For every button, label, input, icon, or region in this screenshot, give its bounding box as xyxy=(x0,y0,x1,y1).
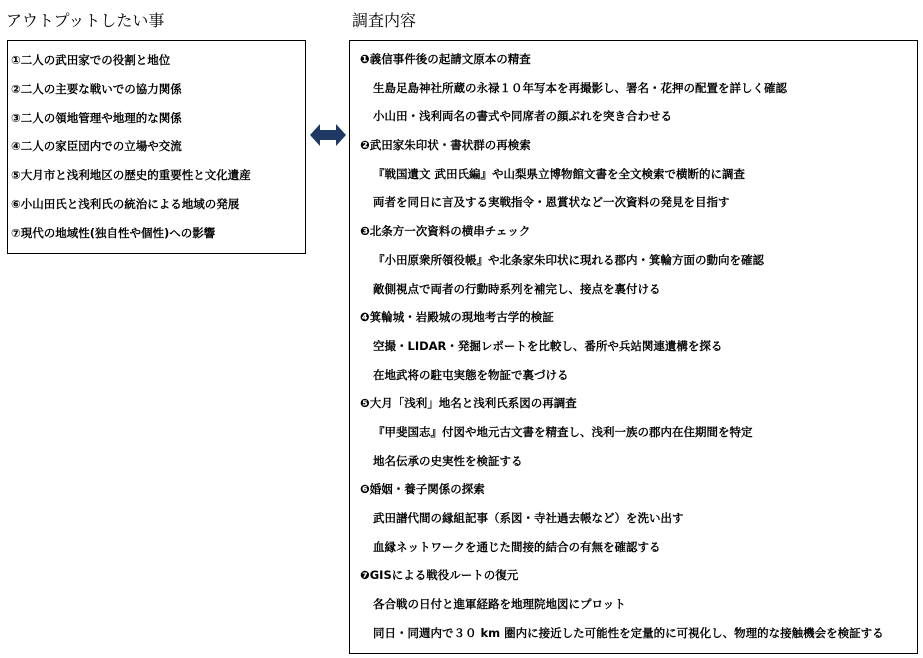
research-heading: 調査内容 xyxy=(352,11,417,30)
output-list-box xyxy=(7,40,306,254)
research-section-5-item: 地名伝承の史実性を検証する xyxy=(373,453,523,468)
research-section-7-item: 各合戦の日付と進軍経路を地理院地図にプロット xyxy=(373,597,626,612)
output-item-7: ⑦現代の地域性(独自性や個性)への影響 xyxy=(11,225,216,240)
research-section-7-title: ❼GISによる戦役ルートの復元 xyxy=(360,568,519,583)
research-section-6-item: 血縁ネットワークを通じた間接的結合の有無を確認する xyxy=(373,539,661,554)
research-section-5-item: 『甲斐国志』付図や地元古文書を精査し、浅利一族の郡内在住期間を特定 xyxy=(373,424,753,439)
research-section-2-item: 両者を同日に言及する実戦指令・恩賞状など一次資料の発見を目指す xyxy=(373,195,730,210)
output-item-5: ⑤大月市と浅利地区の歴史的重要性と文化遺産 xyxy=(11,168,251,183)
output-item-2: ②二人の主要な戦いでの協力関係 xyxy=(11,81,182,96)
research-section-4-item: 空撮・LIDAR・発掘レポートを比較し、番所や兵站関連遺構を探る xyxy=(373,338,723,353)
output-item-1: ①二人の武田家での役割と地位 xyxy=(11,53,171,67)
double-arrow-icon xyxy=(309,122,347,148)
research-section-7-item: 同日・同週内で３０ km 圏内に接近した可能性を定量的に可視化し、物理的な接触機会を検証する xyxy=(373,625,884,640)
research-section-1-title: ❶義信事件後の起請文原本の精査 xyxy=(360,52,531,66)
research-section-1-item: 小山田・浅利両名の書式や同席者の顔ぶれを突き合わせる xyxy=(373,109,672,124)
research-section-4-title: ❹箕輪城・岩殿城の現地考古学的検証 xyxy=(360,310,554,325)
research-section-4-item: 在地武将の駐屯実態を物証で裏づける xyxy=(373,367,569,382)
research-section-3-item: 敵側視点で両者の行動時系列を補完し、接点を裏付ける xyxy=(373,281,661,296)
research-section-3-title: ❸北条方一次資料の横串チェック xyxy=(360,224,531,239)
research-section-6-title: ❻婚姻・養子関係の探索 xyxy=(360,482,485,497)
output-item-4: ④二人の家臣団内での立場や交流 xyxy=(11,139,182,154)
research-section-2-title: ❷武田家朱印状・書状群の再検索 xyxy=(360,138,531,153)
output-heading: アウトプットしたい事 xyxy=(6,11,165,30)
output-item-3: ③二人の領地管理や地理的な関係 xyxy=(11,110,182,125)
research-section-6-item: 武田譜代間の縁組記事（系図・寺社過去帳など）を洗い出す xyxy=(373,511,684,525)
output-item-6: ⑥小山田氏と浅利氏の統治による地域の発展 xyxy=(11,196,240,211)
research-section-1-item: 生島足島神社所蔵の永禄１０年写本を再撮影し、署名・花押の配置を詳しく確認 xyxy=(373,80,787,95)
research-content-box xyxy=(349,40,918,654)
research-section-5-title: ❺大月「浅利」地名と浅利氏系図の再調査 xyxy=(360,396,577,411)
research-section-2-item: 『戦国遺文 武田氏編』や山梨県立博物館文書を全文検索で横断的に調査 xyxy=(373,166,745,181)
research-section-3-item: 『小田原衆所領役帳』や北条家朱印状に現れる郡内・箕輪方面の動向を確認 xyxy=(373,252,764,267)
